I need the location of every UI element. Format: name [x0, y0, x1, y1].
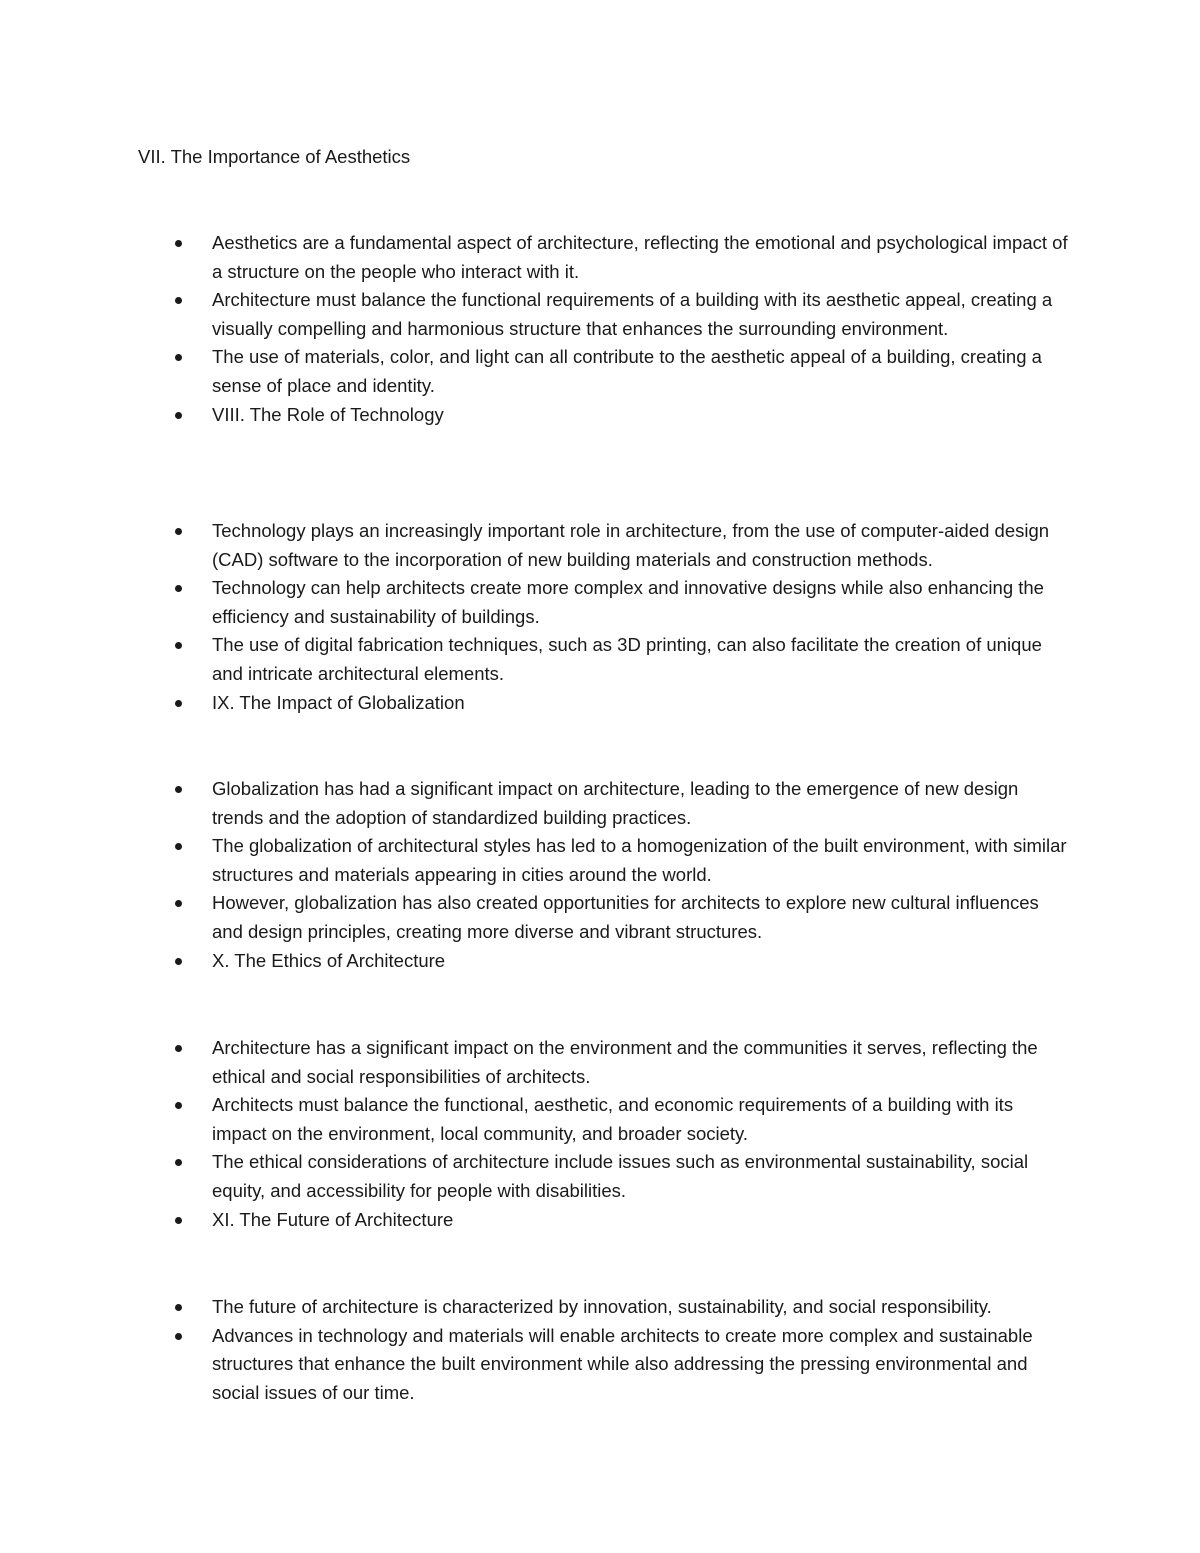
- bullet-list-aesthetics: [0, 229, 1200, 429]
- list-item: [0, 947, 1072, 976]
- list-item: [0, 1034, 1072, 1091]
- bullet-list-globalization: [0, 775, 1200, 975]
- bullet-list-future: [0, 1293, 1200, 1407]
- list-item: [0, 631, 1072, 688]
- list-item: [0, 1091, 1072, 1148]
- list-item-text: X. The Ethics of Architecture: [212, 949, 446, 971]
- list-item-text: Advances in technology and materials will enable architects to create more complex and sustainable structures that enhance the built environment while also addressing the pressing environmental and social issues of our time.: [212, 1324, 1033, 1403]
- list-item: [0, 229, 1072, 286]
- list-item-text: Architects must balance the functional, aesthetic, and economic requirements of a building with its impact on the environment, local community, and broader society.: [212, 1094, 1014, 1144]
- bullet-icon: [175, 843, 182, 850]
- list-item-text: The use of digital fabrication techniques, such as 3D printing, can also facilitate the creation of unique and intricate architectural elements.: [212, 634, 1042, 684]
- bullet-icon: [175, 1333, 182, 1340]
- bullet-icon: [175, 700, 182, 707]
- bullet-icon: [175, 297, 182, 304]
- list-item: [0, 1206, 1072, 1235]
- list-item: [0, 343, 1072, 400]
- bullet-icon: [175, 958, 182, 965]
- list-item-text: VIII. The Role of Technology: [212, 403, 444, 425]
- list-item-text: The globalization of architectural styles has led to a homogenization of the built environment, with similar structures and materials appearing in cities around the world.: [212, 835, 1067, 885]
- bullet-icon: [175, 240, 182, 247]
- list-item: [0, 1148, 1072, 1205]
- list-item-text: The future of architecture is characterized by innovation, sustainability, and social responsibility.: [212, 1296, 992, 1317]
- bullet-icon: [175, 354, 182, 361]
- list-item-text: Architecture must balance the functional requirements of a building with its aesthetic appeal, creating a visually compelling and harmonious structure that enhances the surrounding environment.: [212, 289, 1053, 339]
- bullet-icon: [175, 1159, 182, 1166]
- bullet-icon: [175, 786, 182, 793]
- bullet-icon: [175, 1217, 182, 1224]
- list-item-text: Globalization has had a significant impact on architecture, leading to the emergence of new design trends and the adoption of standardized building practices.: [212, 778, 1019, 828]
- list-item-text: Architecture has a significant impact on the environment and the communities it serves, reflecting the ethical and social responsibilities of architects.: [212, 1037, 1038, 1087]
- list-item: [0, 832, 1072, 889]
- bullet-icon: [175, 642, 182, 649]
- bullet-icon: [175, 412, 182, 419]
- bullet-list-technology: [0, 517, 1200, 717]
- list-item: [0, 401, 1072, 430]
- list-item: [0, 1293, 1072, 1322]
- bullet-icon: [175, 585, 182, 592]
- list-item-text: Technology can help architects create more complex and innovative designs while also enhancing the efficiency and sustainability of buildings.: [212, 577, 1044, 627]
- list-item: [0, 286, 1072, 343]
- bullet-icon: [175, 528, 182, 535]
- bullet-icon: [175, 1304, 182, 1311]
- list-item: [0, 889, 1072, 946]
- list-item-text: Technology plays an increasingly important role in architecture, from the use of computer-aided design (CAD) software to the incorporation of new building materials and construction methods.: [212, 520, 1050, 570]
- list-item: [0, 775, 1072, 832]
- bullet-icon: [175, 900, 182, 907]
- list-item: [0, 689, 1072, 718]
- list-item-text: IX. The Impact of Globalization: [212, 691, 465, 713]
- section-heading: VII. The Importance of Aesthetics: [138, 146, 411, 167]
- list-item: [0, 574, 1072, 631]
- list-item: [0, 517, 1072, 574]
- bullet-icon: [175, 1102, 182, 1109]
- bullet-icon: [175, 1045, 182, 1052]
- list-item-text: XI. The Future of Architecture: [212, 1208, 454, 1230]
- list-item-text: Aesthetics are a fundamental aspect of architecture, reflecting the emotional and psychological impact of a structure on the people who interact with it.: [212, 232, 1068, 282]
- list-item-text: The use of materials, color, and light can all contribute to the aesthetic appeal of a building, creating a sense of place and identity.: [212, 346, 1042, 396]
- list-item-text: The ethical considerations of architecture include issues such as environmental sustainability, social equity, and accessibility for people with disabilities.: [212, 1151, 1029, 1201]
- list-item-text: However, globalization has also created opportunities for architects to explore new cultural influences and design principles, creating more diverse and vibrant structures.: [212, 892, 1039, 942]
- bullet-list-ethics: [0, 1034, 1200, 1234]
- list-item: [0, 1322, 1072, 1408]
